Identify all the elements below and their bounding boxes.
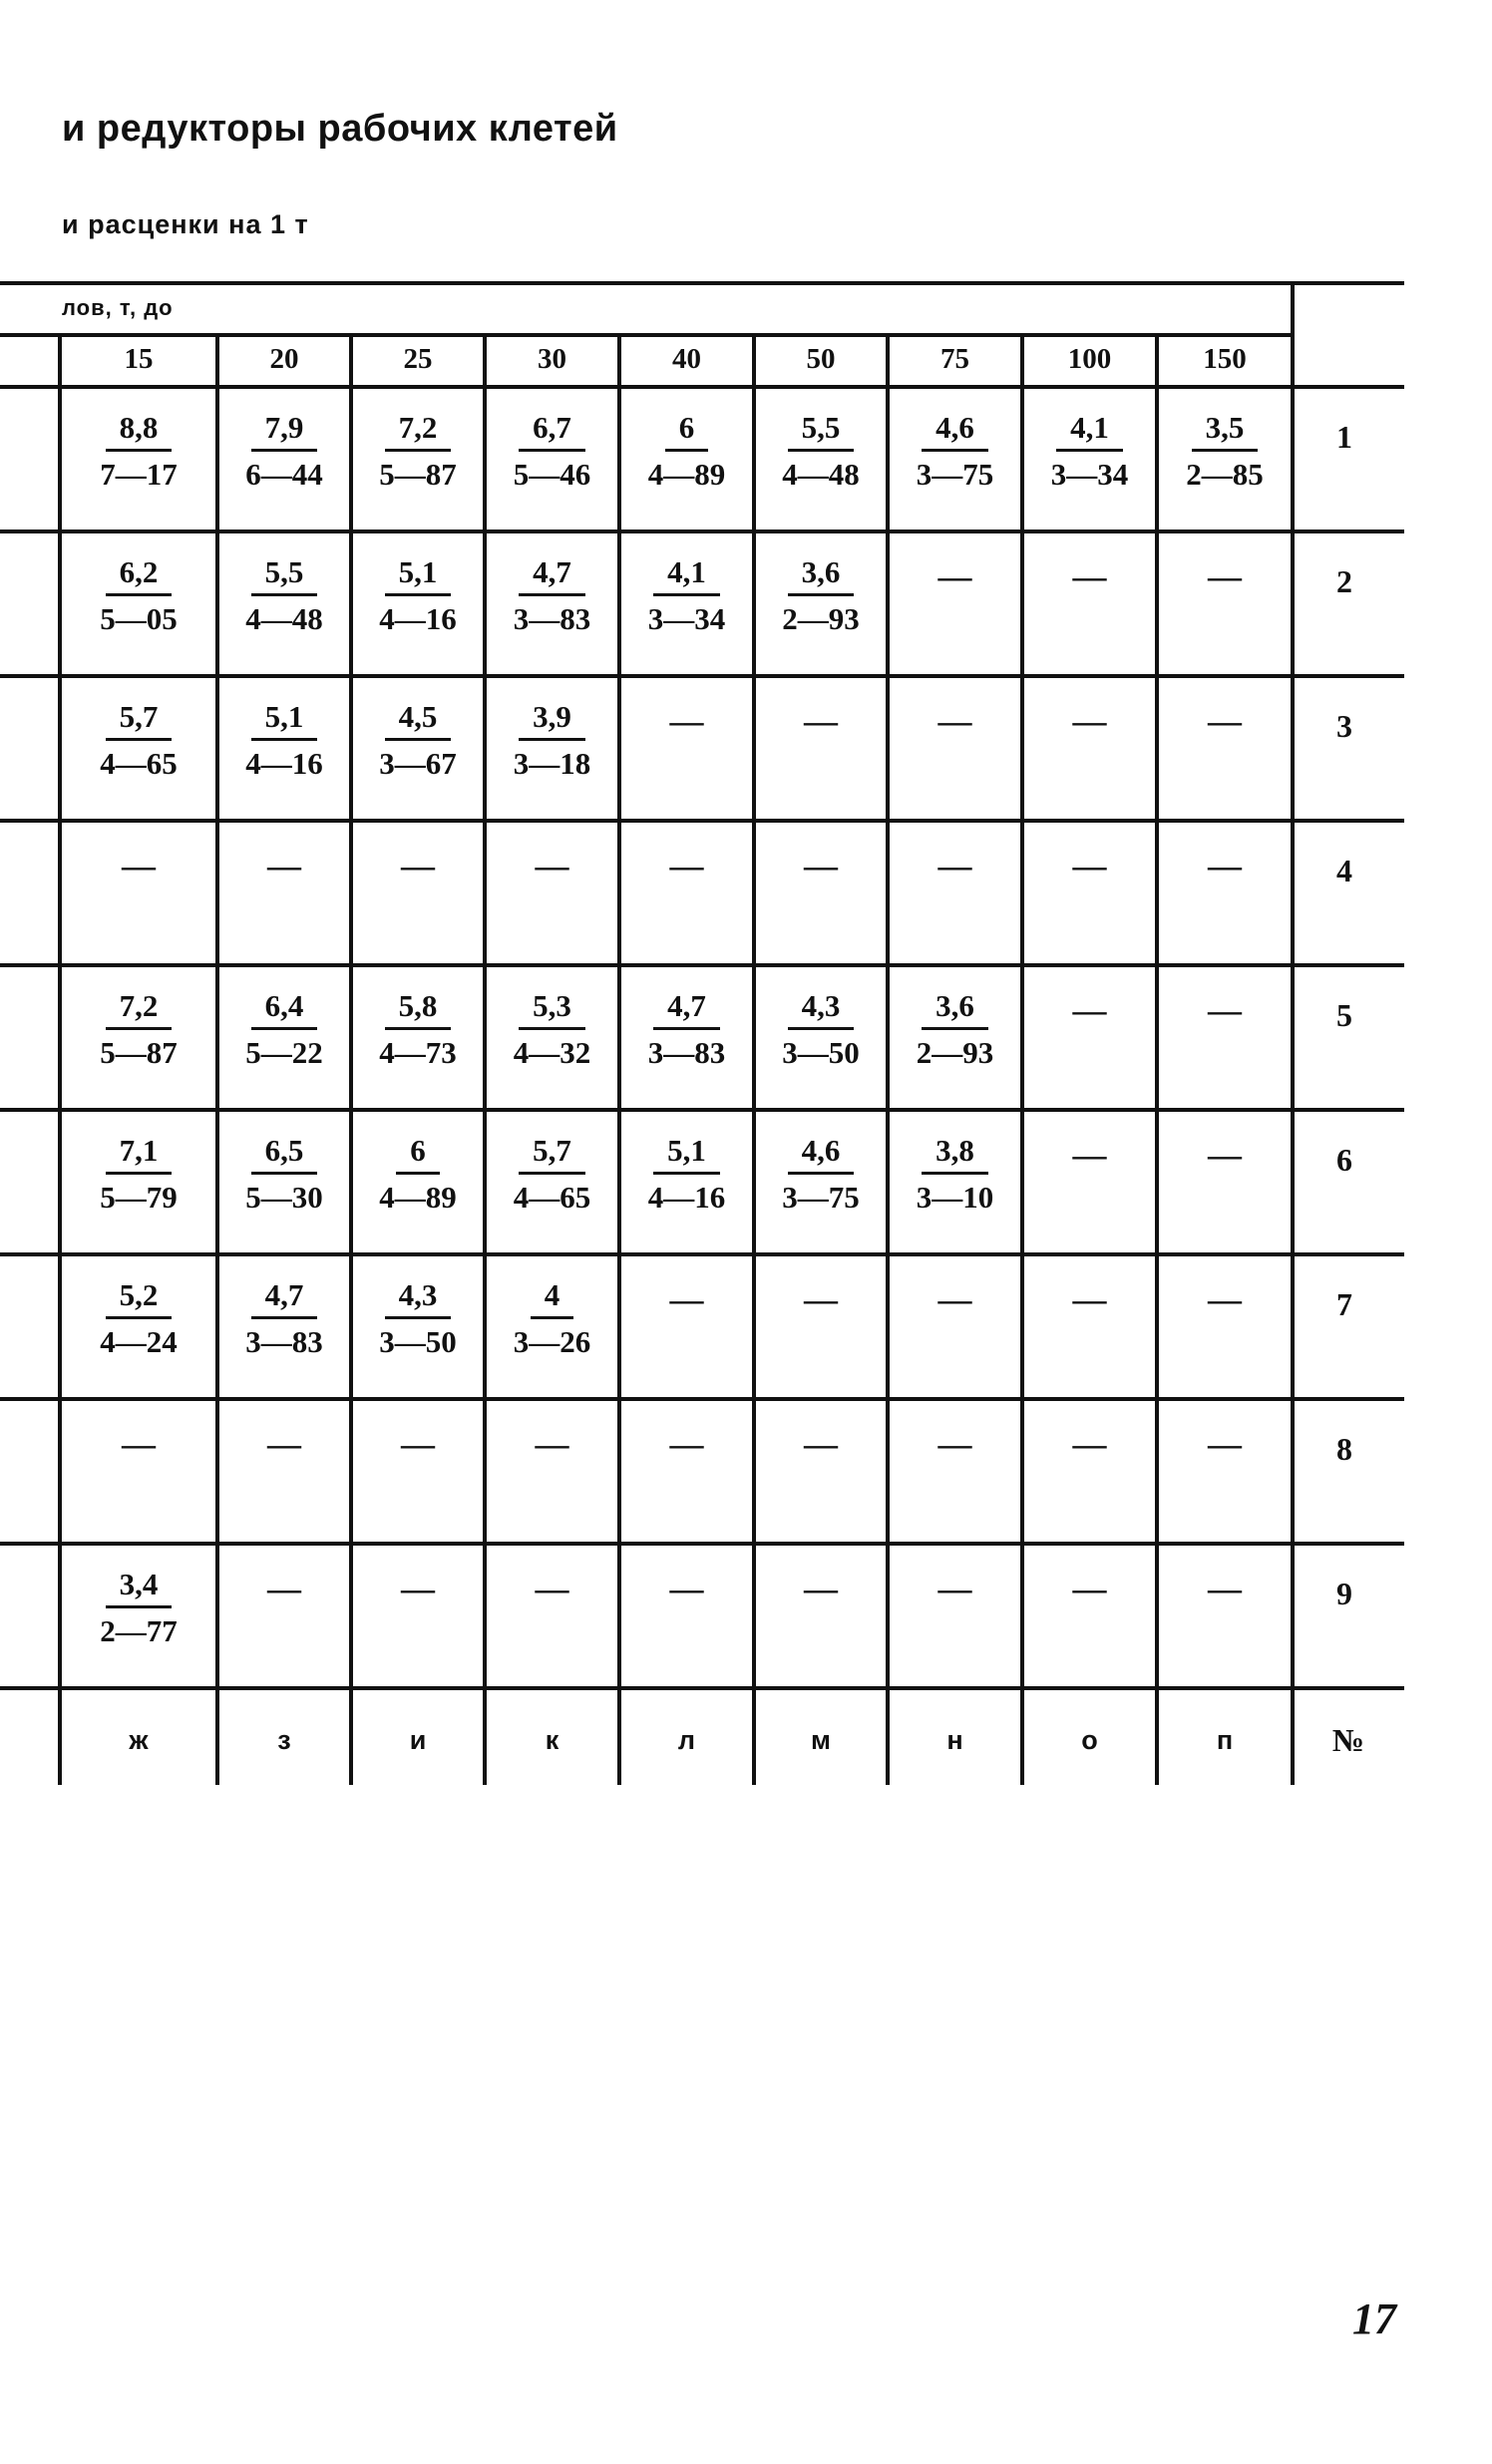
empty-dash: — (535, 1426, 569, 1463)
price-value: 2—85 (1186, 457, 1264, 492)
empty-dash: — (1208, 1137, 1242, 1174)
table-cell (619, 1256, 754, 1397)
table-cell (1157, 533, 1293, 674)
empty-dash: — (669, 703, 704, 740)
rate-fraction (239, 1132, 329, 1217)
row-number: 1 (1336, 419, 1352, 455)
rate-fraction (373, 987, 463, 1072)
price-value: 3—83 (647, 1035, 726, 1070)
price-value: 5—87 (379, 457, 457, 492)
norm-value: 5,1 (385, 553, 452, 596)
rate-fraction (642, 987, 732, 1072)
column-letter: ж (129, 1725, 149, 1755)
norm-value: 4 (531, 1276, 574, 1319)
table-cell (60, 1546, 217, 1686)
norm-value: 6,5 (251, 1132, 318, 1175)
table-cell (754, 533, 888, 674)
norm-value: 3,9 (519, 698, 585, 741)
table-cell (754, 967, 888, 1108)
norm-value: 4,7 (519, 553, 585, 596)
table-cell (485, 678, 619, 819)
row-rule (0, 1686, 1404, 1690)
rate-fraction (373, 409, 463, 494)
price-value: 4—89 (647, 457, 726, 492)
table-cell (351, 1112, 485, 1252)
price-value: 3—75 (916, 457, 994, 492)
table-cell (888, 1112, 1022, 1252)
price-value: 4—48 (782, 457, 860, 492)
price-value: 2—93 (916, 1035, 994, 1070)
table-cell (619, 1401, 754, 1542)
norm-value: 3,6 (788, 553, 855, 596)
norm-value: 7,9 (251, 409, 318, 452)
column-header: 30 (538, 343, 566, 375)
empty-dash: — (1208, 558, 1242, 595)
table-cell (1022, 1401, 1157, 1542)
row-number: 3 (1336, 708, 1352, 744)
empty-dash: — (1208, 1281, 1242, 1318)
rate-fraction (776, 987, 866, 1072)
table-cell (754, 823, 888, 963)
norm-value: 5,8 (385, 987, 452, 1030)
empty-dash: — (1208, 1426, 1242, 1463)
price-value: 4—16 (245, 746, 323, 781)
rate-fraction (94, 409, 184, 494)
price-value: 3—67 (379, 746, 457, 781)
column-letter: о (1081, 1725, 1098, 1755)
empty-dash: — (1208, 848, 1242, 884)
empty-dash: — (1072, 1137, 1107, 1174)
price-value: 4—24 (100, 1324, 178, 1359)
table-cell (754, 678, 888, 819)
table-cell (485, 533, 619, 674)
price-value: 5—79 (100, 1180, 178, 1215)
table-cell (888, 678, 1022, 819)
price-value: 3—83 (245, 1324, 323, 1359)
table-cell (351, 1546, 485, 1686)
table-cell (1022, 823, 1157, 963)
norm-value: 4,7 (653, 987, 720, 1030)
norm-value: 7,2 (385, 409, 452, 452)
rate-fraction (642, 1132, 732, 1217)
rate-fraction (94, 1566, 184, 1650)
rate-fraction (94, 698, 184, 783)
price-value: 5—22 (245, 1035, 323, 1070)
column-letter: п (1216, 1725, 1234, 1755)
table-cell (619, 1112, 754, 1252)
row-number: 7 (1336, 1286, 1352, 1322)
empty-dash: — (804, 1281, 838, 1318)
norm-value: 4,7 (251, 1276, 318, 1319)
price-value: 4—16 (379, 601, 457, 636)
rate-fraction (776, 1132, 866, 1217)
rate-fraction (94, 553, 184, 638)
table-cell (888, 1546, 1022, 1686)
column-header: 75 (940, 343, 969, 375)
table-cell (754, 1112, 888, 1252)
norm-value: 4,1 (653, 553, 720, 596)
rate-fraction (1045, 409, 1135, 494)
rate-fraction (239, 698, 329, 783)
table-cell (60, 533, 217, 674)
empty-dash: — (1072, 848, 1107, 884)
table-cell (485, 1256, 619, 1397)
norm-value: 6 (396, 1132, 440, 1175)
table-cell (217, 1256, 351, 1397)
empty-dash: — (1208, 992, 1242, 1029)
price-value: 3—34 (1050, 457, 1129, 492)
table-cell (485, 823, 619, 963)
norm-value: 6,7 (519, 409, 585, 452)
empty-dash: — (1208, 1571, 1242, 1607)
table-cell (754, 1256, 888, 1397)
table-cell (485, 1401, 619, 1542)
rate-fraction (776, 553, 866, 638)
rate-fraction (373, 1276, 463, 1361)
price-value: 3—34 (647, 601, 726, 636)
norm-value: 8,8 (106, 409, 173, 452)
price-value: 4—65 (100, 746, 178, 781)
row-number: 5 (1336, 997, 1352, 1033)
row-number: 6 (1336, 1142, 1352, 1178)
empty-dash: — (267, 848, 301, 884)
column-letter: м (811, 1725, 831, 1755)
column-header: 25 (403, 343, 433, 375)
table-cell (1022, 1546, 1157, 1686)
table-cell (754, 1401, 888, 1542)
table-cell (1157, 967, 1293, 1108)
rate-fraction (94, 1276, 184, 1361)
column-header: 100 (1067, 343, 1112, 375)
norm-value: 4,5 (385, 698, 452, 741)
empty-dash: — (1208, 703, 1242, 740)
column-header: 40 (672, 343, 701, 375)
table-cell (619, 967, 754, 1108)
empty-dash: — (937, 1426, 972, 1463)
rate-fraction (508, 698, 597, 783)
rate-fraction (508, 1276, 597, 1361)
rate-fraction (911, 987, 1000, 1072)
norm-value: 5,5 (788, 409, 855, 452)
empty-dash: — (401, 1426, 435, 1463)
empty-dash: — (937, 1281, 972, 1318)
table-cell (217, 389, 351, 529)
table-cell (1157, 389, 1293, 529)
price-value: 3—50 (379, 1324, 457, 1359)
empty-dash: — (122, 1426, 156, 1463)
price-value: 2—77 (100, 1613, 178, 1648)
empty-dash: — (937, 703, 972, 740)
table-cell (351, 389, 485, 529)
price-value: 4—89 (379, 1180, 457, 1215)
empty-dash: — (937, 1571, 972, 1607)
column-letter: л (677, 1725, 696, 1755)
price-value: 4—32 (513, 1035, 591, 1070)
empty-dash: — (535, 1571, 569, 1607)
table-cell (619, 389, 754, 529)
price-value: 3—83 (513, 601, 591, 636)
price-value: 6—44 (245, 457, 323, 492)
norm-value: 4,3 (788, 987, 855, 1030)
norm-value: 5,3 (519, 987, 585, 1030)
table-cell (888, 389, 1022, 529)
rate-fraction (239, 1276, 329, 1361)
norm-value: 5,2 (106, 1276, 173, 1319)
table-cell (60, 1112, 217, 1252)
price-value: 5—87 (100, 1035, 178, 1070)
table-cell (351, 533, 485, 674)
price-value: 5—30 (245, 1180, 323, 1215)
column-letter: з (277, 1725, 291, 1755)
empty-dash: — (669, 1571, 704, 1607)
table-cell (888, 1401, 1022, 1542)
table-cell (485, 967, 619, 1108)
norm-value: 4,1 (1056, 409, 1123, 452)
empty-dash: — (267, 1571, 301, 1607)
table-cell (351, 967, 485, 1108)
number-sign-label: № (1331, 1722, 1365, 1758)
empty-dash: — (122, 848, 156, 884)
price-value: 3—10 (916, 1180, 994, 1215)
table-cell (351, 1401, 485, 1542)
table-cell (217, 1112, 351, 1252)
table-cell (1157, 1546, 1293, 1686)
norm-value: 4,6 (788, 1132, 855, 1175)
empty-dash: — (1072, 1281, 1107, 1318)
empty-dash: — (535, 848, 569, 884)
empty-dash: — (804, 1426, 838, 1463)
table-cell (1022, 967, 1157, 1108)
table-cell (217, 533, 351, 674)
column-header: 15 (124, 343, 154, 375)
table-cell (351, 823, 485, 963)
rate-fraction (508, 1132, 597, 1217)
row-number: 2 (1336, 563, 1352, 599)
rate-fraction (776, 409, 866, 494)
page-number: 17 (1352, 2294, 1396, 2343)
table-cell (60, 967, 217, 1108)
table-cell (1157, 1256, 1293, 1397)
table-cell (60, 1401, 217, 1542)
table-cell (351, 1256, 485, 1397)
rate-fraction (239, 987, 329, 1072)
empty-dash: — (937, 848, 972, 884)
row-number: 4 (1336, 853, 1352, 888)
rate-fraction (373, 1132, 463, 1217)
empty-dash: — (267, 1426, 301, 1463)
table-cell (1157, 823, 1293, 963)
table-cell (888, 533, 1022, 674)
table-cell (888, 967, 1022, 1108)
table-cell (60, 389, 217, 529)
price-value: 3—75 (782, 1180, 860, 1215)
empty-dash: — (804, 848, 838, 884)
empty-dash: — (1072, 1426, 1107, 1463)
table-cell (1022, 1112, 1157, 1252)
column-header: 20 (269, 343, 299, 375)
table-cell (351, 678, 485, 819)
table-cell (619, 533, 754, 674)
column-header: 50 (806, 343, 836, 375)
norm-value: 6 (665, 409, 709, 452)
rate-fraction (642, 553, 732, 638)
norm-value: 3,8 (922, 1132, 988, 1175)
norm-value: 7,2 (106, 987, 173, 1030)
table-cell (60, 1256, 217, 1397)
price-value: 4—48 (245, 601, 323, 636)
price-value: 3—26 (513, 1324, 591, 1359)
price-value: 3—50 (782, 1035, 860, 1070)
rate-fraction (508, 987, 597, 1072)
rate-fraction (373, 553, 463, 638)
column-letter: н (946, 1725, 963, 1755)
price-value: 3—18 (513, 746, 591, 781)
rate-fraction (94, 1132, 184, 1217)
price-value: 7—17 (100, 457, 178, 492)
norm-value: 3,4 (106, 1566, 173, 1608)
table-cell (888, 823, 1022, 963)
price-value: 4—65 (513, 1180, 591, 1215)
column-letter: к (545, 1725, 560, 1755)
norm-value: 6,2 (106, 553, 173, 596)
table-cell (217, 823, 351, 963)
page-subheading: и расценки на 1 т (62, 209, 309, 239)
table-cell (217, 678, 351, 819)
price-value: 5—05 (100, 601, 178, 636)
norm-value: 4,6 (922, 409, 988, 452)
table-cell (217, 1401, 351, 1542)
rate-fraction (373, 698, 463, 783)
rate-fraction (508, 553, 597, 638)
table-cell (217, 967, 351, 1108)
empty-dash: — (937, 558, 972, 595)
table-cell (1157, 1401, 1293, 1542)
rate-fraction (642, 409, 732, 494)
rate-fraction (239, 409, 329, 494)
norm-value: 5,1 (653, 1132, 720, 1175)
rate-fraction (911, 1132, 1000, 1217)
table-cell (60, 823, 217, 963)
empty-dash: — (1072, 992, 1107, 1029)
table-cell (888, 1256, 1022, 1397)
empty-dash: — (804, 1571, 838, 1607)
empty-dash: — (669, 1281, 704, 1318)
table-cell (1022, 1256, 1157, 1397)
empty-dash: — (401, 1571, 435, 1607)
table-cell (619, 678, 754, 819)
page-heading: и редукторы рабочих клетей (62, 108, 618, 150)
norm-value: 6,4 (251, 987, 318, 1030)
rate-fraction (1180, 409, 1270, 494)
table-cell (1022, 678, 1157, 819)
price-value: 2—93 (782, 601, 860, 636)
table-cell (485, 1112, 619, 1252)
column-header: 150 (1203, 343, 1247, 375)
table-top-rule (0, 281, 1404, 285)
table-cell (1022, 389, 1157, 529)
empty-dash: — (1072, 1571, 1107, 1607)
rate-fraction (94, 987, 184, 1072)
table-cell (485, 389, 619, 529)
empty-dash: — (669, 1426, 704, 1463)
price-value: 4—73 (379, 1035, 457, 1070)
row-number: 8 (1336, 1431, 1352, 1467)
norm-value: 5,5 (251, 553, 318, 596)
table-cell (1022, 533, 1157, 674)
table-cell (619, 1546, 754, 1686)
price-value: 4—16 (647, 1180, 726, 1215)
norm-value: 4,3 (385, 1276, 452, 1319)
table-cell (485, 1546, 619, 1686)
table-cell (754, 389, 888, 529)
row-number: 9 (1336, 1576, 1352, 1611)
norm-value: 5,7 (519, 1132, 585, 1175)
norm-value: 5,1 (251, 698, 318, 741)
rate-fraction (239, 553, 329, 638)
empty-dash: — (1072, 703, 1107, 740)
column-group-label: лов, т, до (62, 295, 174, 320)
empty-dash: — (1072, 558, 1107, 595)
price-value: 5—46 (513, 457, 591, 492)
table-cell (619, 823, 754, 963)
rate-fraction (508, 409, 597, 494)
column-letter: и (409, 1725, 427, 1755)
empty-dash: — (401, 848, 435, 884)
norm-value: 3,6 (922, 987, 988, 1030)
norm-value: 3,5 (1192, 409, 1259, 452)
table-cell (60, 678, 217, 819)
table-cell (1157, 1112, 1293, 1252)
table-cell (754, 1546, 888, 1686)
table-cell (1157, 678, 1293, 819)
norm-value: 7,1 (106, 1132, 173, 1175)
norm-value: 5,7 (106, 698, 173, 741)
table-cell (217, 1546, 351, 1686)
rate-fraction (911, 409, 1000, 494)
empty-dash: — (804, 703, 838, 740)
empty-dash: — (669, 848, 704, 884)
